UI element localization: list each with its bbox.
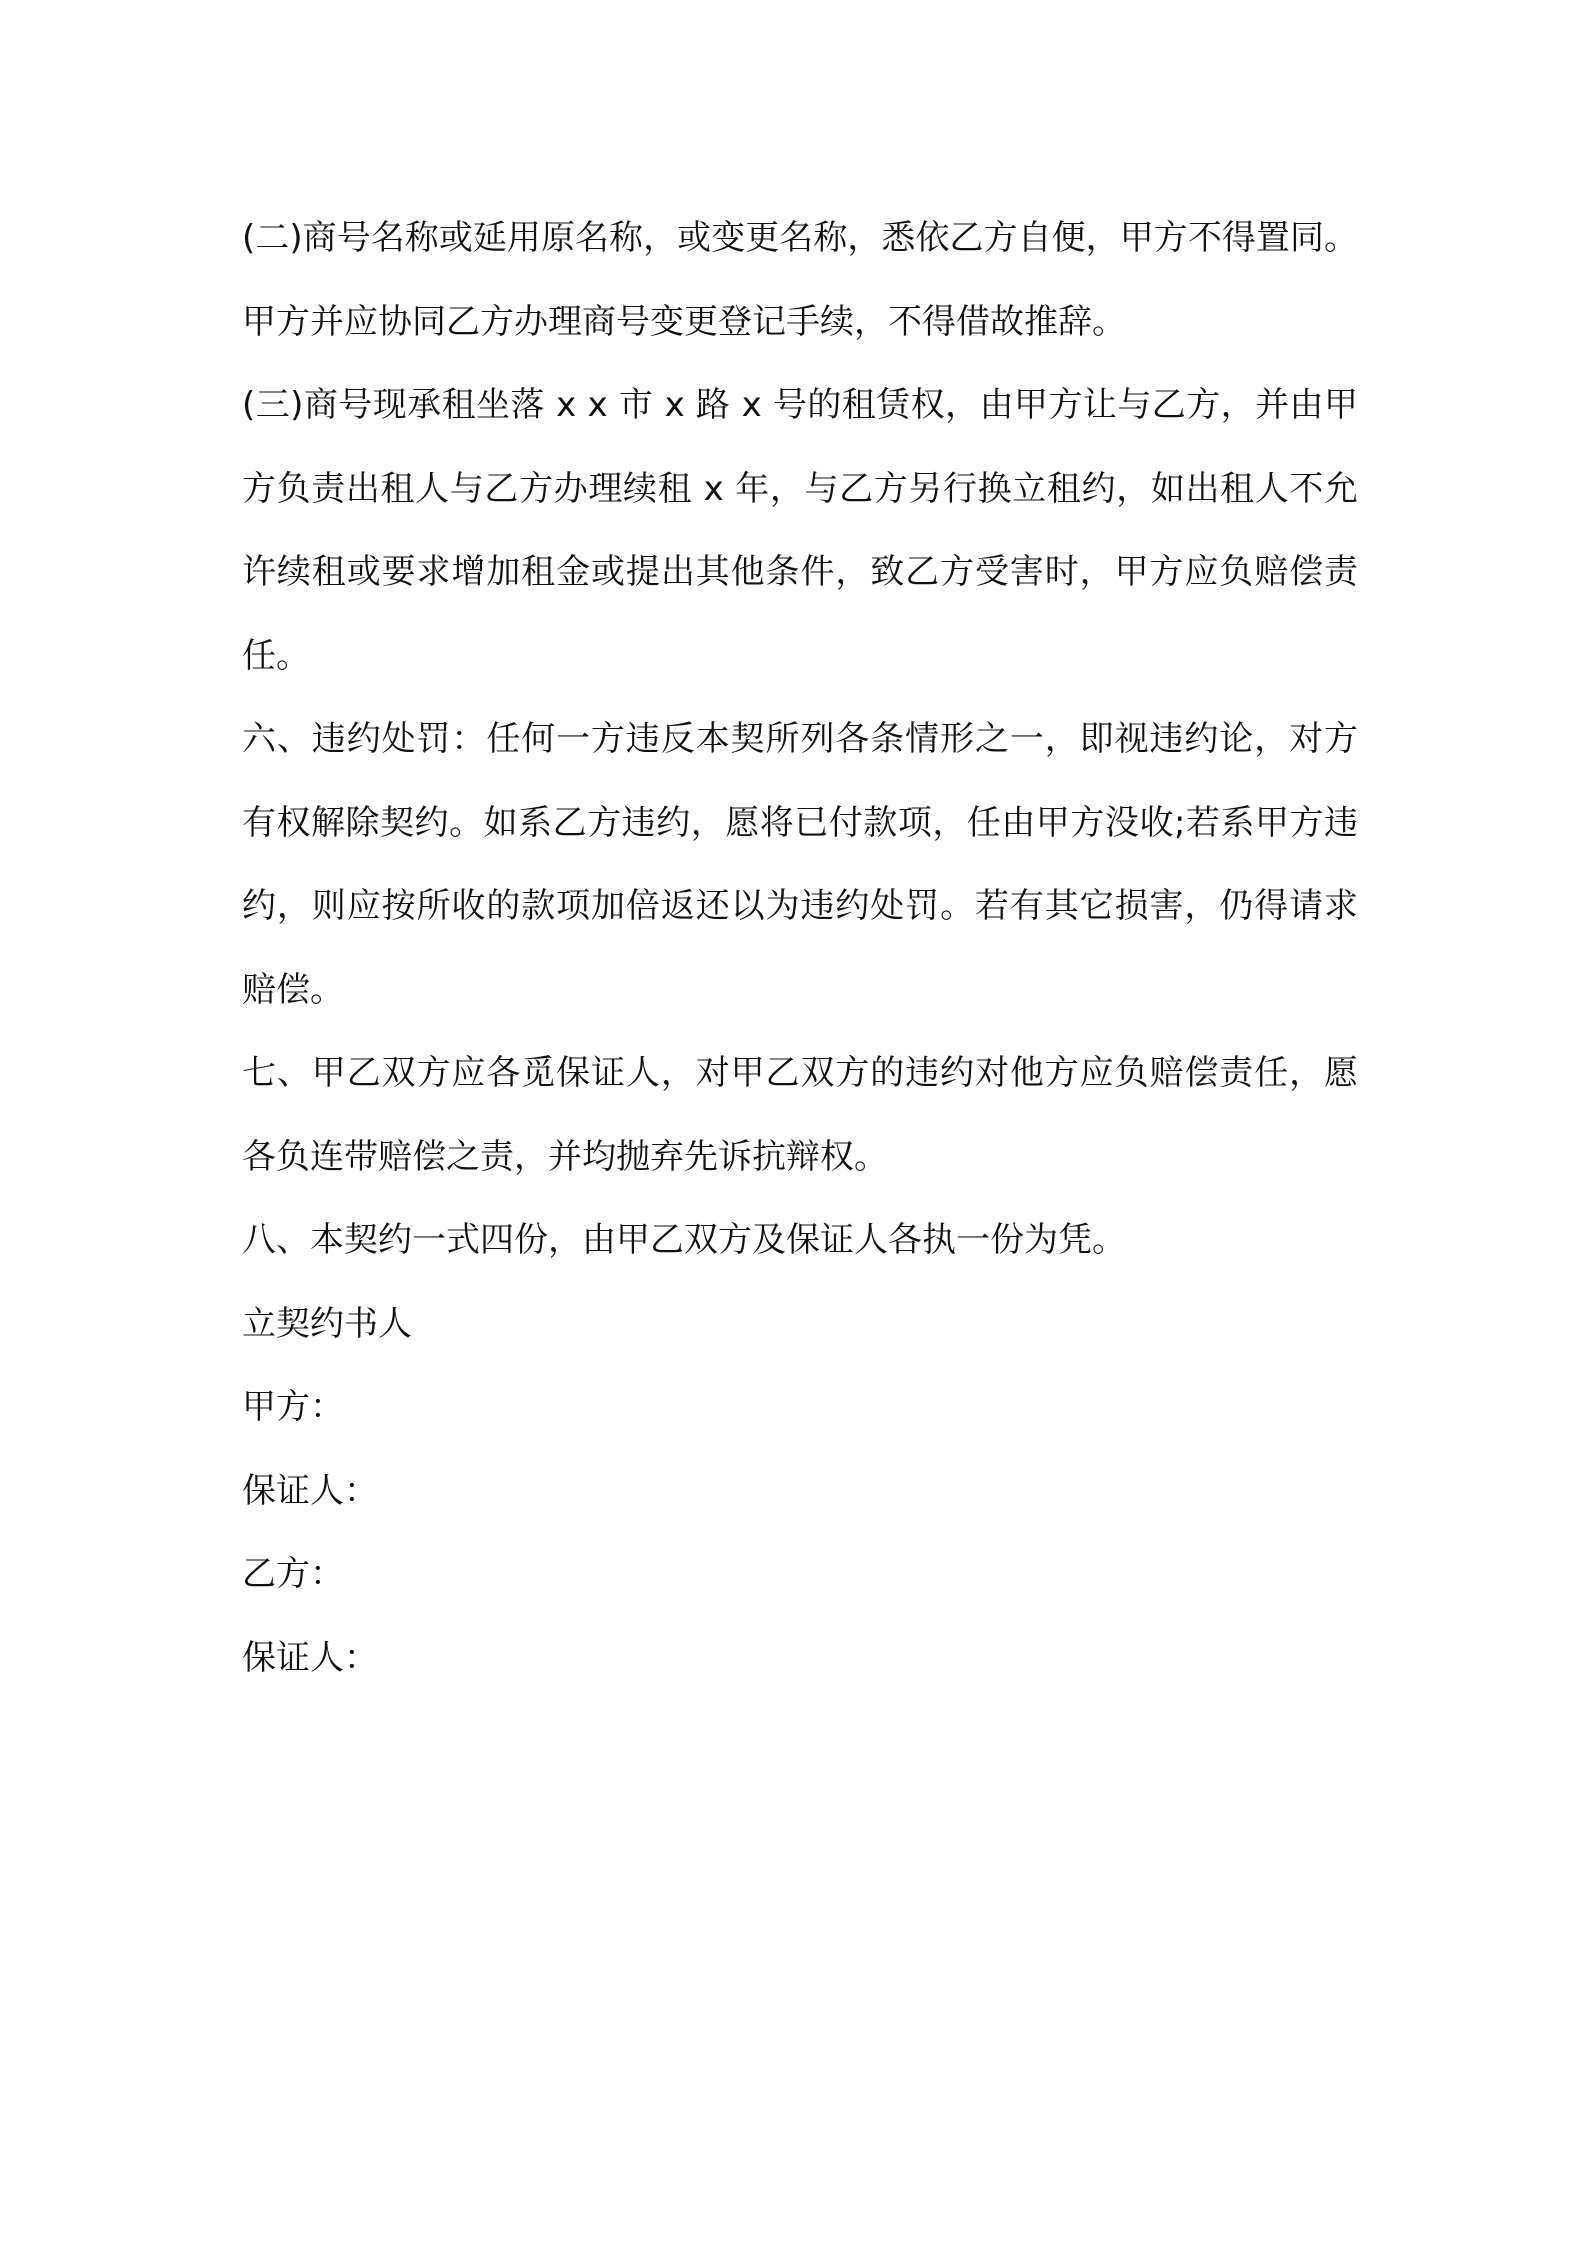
document-body xyxy=(242,197,1358,1700)
clause-guarantors: 七、甲乙双方应各觅保证人，对甲乙双方的违约对他方应负赔偿责任，愿各负连带赔偿之责，并均抛弃先诉抗辩权。 xyxy=(242,1053,1358,1177)
party-a-label: 甲方： xyxy=(242,1387,344,1427)
guarantor-b-label: 保证人： xyxy=(242,1637,378,1678)
party-b-label: 乙方： xyxy=(242,1554,344,1594)
clause-3: (三)商号现承租坐落 x x 市 x 路 x 号的租赁权，由甲方让与乙方，并由甲方负责出租人与乙方办理续租 x 年，与乙方另行换立租约，如出租人不允许续租或要求增加租金或提出其他条件，致乙方受害时，甲方应负赔偿责任。 xyxy=(242,385,1358,676)
clause-breach-penalty: 六、违约处罚：任何一方违反本契所列各条情形之一，即视违约论，对方有权解除契约。如系乙方违约，愿将已付款项，任由甲方没收;若系甲方违约，则应按所收的款项加倍返还以为违约处罚。若有其它损害，仍得请求赔偿。 xyxy=(242,719,1358,1010)
clause-copies: 八、本契约一式四份，由甲乙双方及保证人各执一份为凭。 xyxy=(242,1220,1126,1260)
guarantor-a-label: 保证人： xyxy=(242,1470,378,1511)
clause-2: (二)商号名称或延用原名称，或变更名称，悉依乙方自便，甲方不得置同。甲方并应协同乙方办理商号变更登记手续，不得借故推辞。 xyxy=(242,218,1358,342)
signatories-heading: 立契约书人 xyxy=(242,1303,412,1344)
